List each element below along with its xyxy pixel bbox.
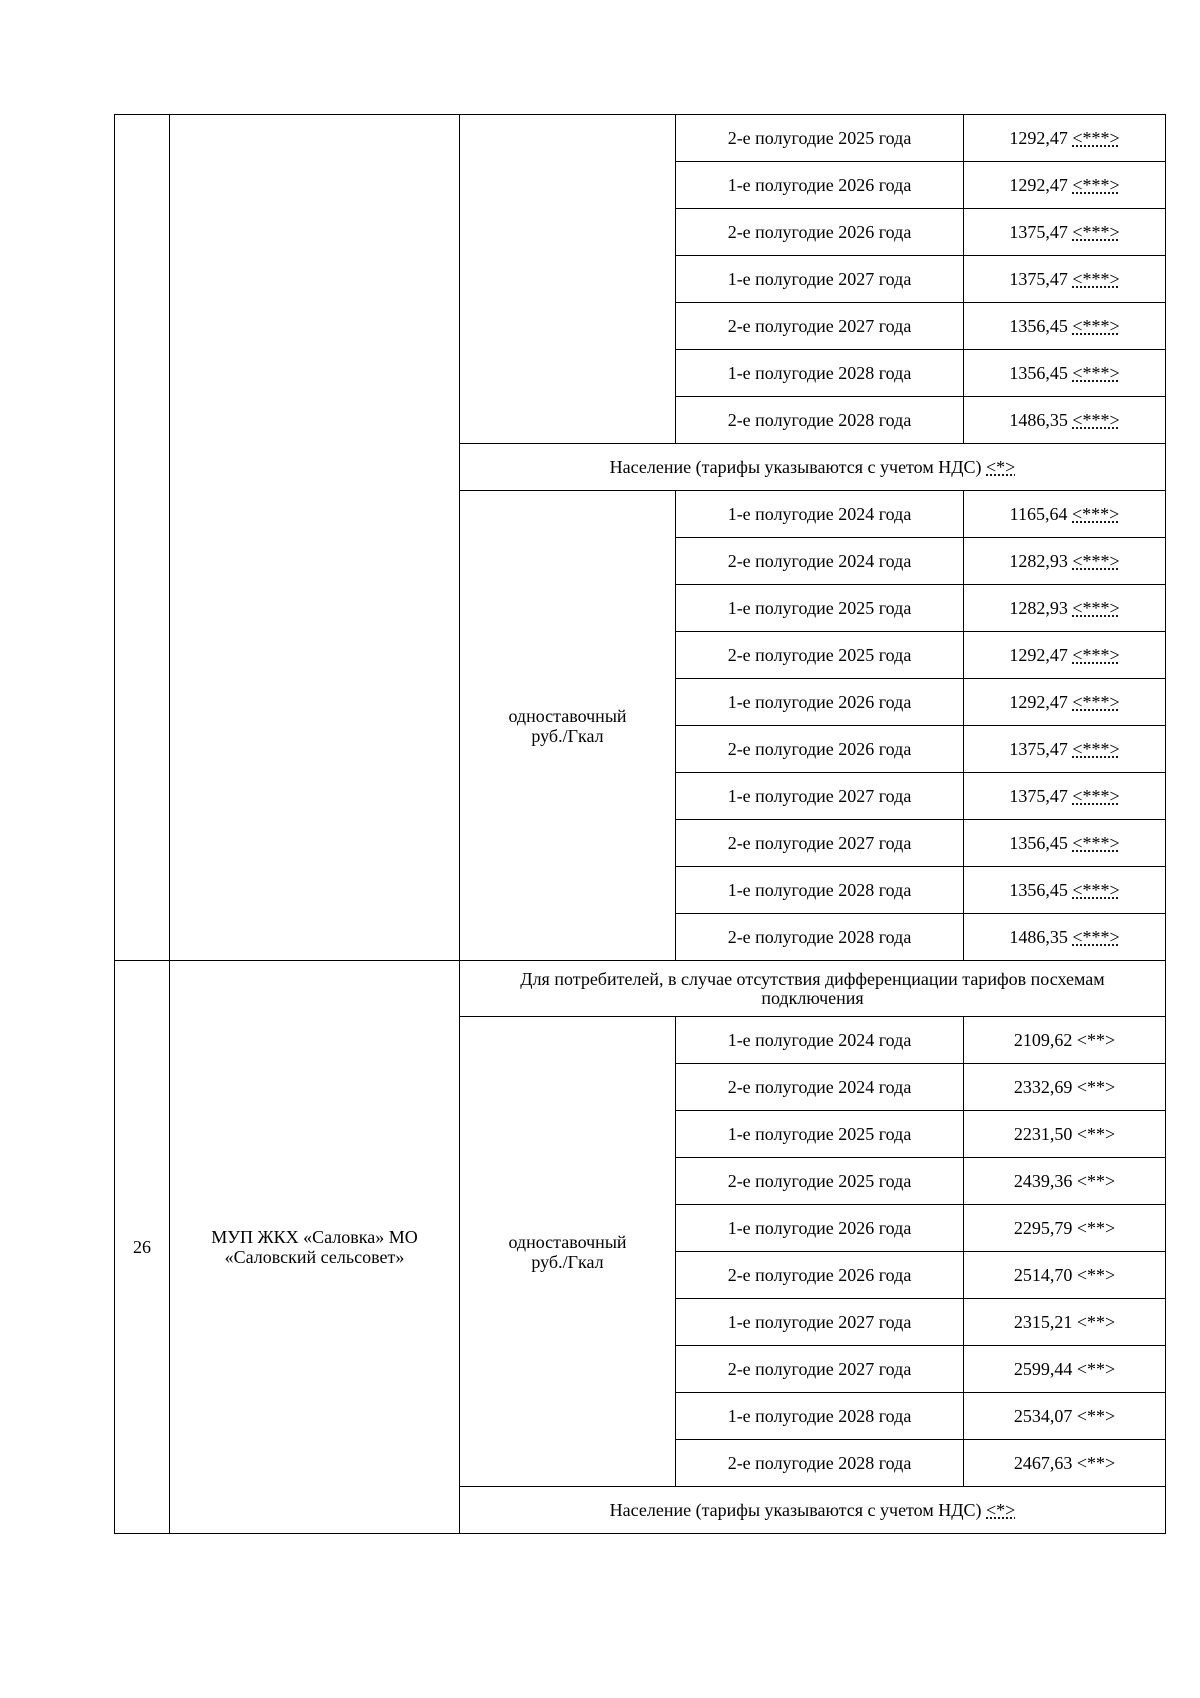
footnote-link[interactable]: <***> bbox=[1072, 316, 1120, 336]
value-cell bbox=[964, 585, 1166, 632]
value-cell bbox=[964, 632, 1166, 679]
period-cell: 1-е полугодие 2025 года bbox=[676, 585, 964, 632]
value-cell bbox=[964, 115, 1166, 162]
value-cell bbox=[964, 914, 1166, 961]
population-header: Население (тарифы указываются с учетом НДС) <*> bbox=[460, 1487, 1166, 1534]
tariff-value: 1282,93 bbox=[1009, 551, 1068, 571]
period-cell: 2-е полугодие 2024 года bbox=[676, 1064, 964, 1111]
tariff-table bbox=[114, 114, 1166, 1534]
period-cell: 1-е полугодие 2026 года bbox=[676, 679, 964, 726]
period-cell: 2-е полугодие 2027 года bbox=[676, 303, 964, 350]
tariff-value: 1292,47 bbox=[1009, 175, 1068, 195]
period-cell: 2-е полугодие 2028 года bbox=[676, 1440, 964, 1487]
tariff-value: 1356,45 bbox=[1009, 316, 1068, 336]
value-cell: 2467,63 <**> bbox=[964, 1440, 1166, 1487]
tariff-value: 1292,47 bbox=[1009, 128, 1068, 148]
period-cell: 2-е полугодие 2027 года bbox=[676, 1346, 964, 1393]
tariff-value: 1292,47 bbox=[1009, 692, 1068, 712]
tariff-value: 1486,35 bbox=[1009, 410, 1068, 430]
value-cell: 2599,44 <**> bbox=[964, 1346, 1166, 1393]
value-cell: 2109,62 <**> bbox=[964, 1017, 1166, 1064]
organization-cell bbox=[170, 115, 460, 961]
organization-name: МУП ЖКХ «Саловка» МО «Саловский сельсовет» bbox=[211, 1227, 418, 1267]
period-cell: 2-е полугодие 2027 года bbox=[676, 820, 964, 867]
period-cell: 1-е полугодие 2028 года bbox=[676, 1393, 964, 1440]
tariff-value: 1356,45 bbox=[1009, 363, 1068, 383]
value-cell: 2231,50 <**> bbox=[964, 1111, 1166, 1158]
consumers-header: Для потребителей, в случае отсутствия дифференциации тарифов посхемам подключения bbox=[460, 961, 1166, 1017]
value-cell: 2514,70 <**> bbox=[964, 1252, 1166, 1299]
footnote-link[interactable]: <***> bbox=[1072, 504, 1120, 524]
period-cell: 2-е полугодие 2026 года bbox=[676, 1252, 964, 1299]
value-cell bbox=[964, 491, 1166, 538]
value-cell bbox=[964, 162, 1166, 209]
period-cell: 2-е полугодие 2025 года bbox=[676, 1158, 964, 1205]
value-cell: 2295,79 <**> bbox=[964, 1205, 1166, 1252]
footnote-link[interactable]: <***> bbox=[1072, 269, 1120, 289]
footnote-link[interactable]: <***> bbox=[1072, 739, 1120, 759]
tariff-value: 1282,93 bbox=[1009, 598, 1068, 618]
footnote-link[interactable]: <***> bbox=[1072, 692, 1120, 712]
population-header: Население (тарифы указываются с учетом НДС) <*> bbox=[460, 444, 1166, 491]
footnote-link[interactable]: <***> bbox=[1072, 222, 1120, 242]
period-cell: 2-е полугодие 2026 года bbox=[676, 209, 964, 256]
value-cell bbox=[964, 209, 1166, 256]
footnote-link[interactable]: <***> bbox=[1072, 410, 1120, 430]
tariff-value: 1375,47 bbox=[1009, 222, 1068, 242]
value-cell: 2439,36 <**> bbox=[964, 1158, 1166, 1205]
value-cell bbox=[964, 303, 1166, 350]
row-number-cell: 26 bbox=[115, 961, 170, 1534]
value-cell: 2332,69 <**> bbox=[964, 1064, 1166, 1111]
value-cell bbox=[964, 538, 1166, 585]
value-cell bbox=[964, 350, 1166, 397]
footnote-link[interactable]: <***> bbox=[1072, 175, 1120, 195]
tariff-value: 1375,47 bbox=[1009, 739, 1068, 759]
tariff-type-cell: одноставочный руб./Гкал bbox=[460, 1017, 676, 1487]
footnote-link[interactable]: <*> bbox=[986, 457, 1016, 477]
section-header-row bbox=[115, 961, 1166, 1017]
period-cell: 2-е полугодие 2024 года bbox=[676, 538, 964, 585]
period-cell: 1-е полугодие 2024 года bbox=[676, 491, 964, 538]
period-cell: 1-е полугодие 2028 года bbox=[676, 867, 964, 914]
organization-cell bbox=[170, 961, 460, 1534]
table-row bbox=[115, 115, 1166, 162]
period-cell: 1-е полугодие 2024 года bbox=[676, 1017, 964, 1064]
period-cell: 1-е полугодие 2028 года bbox=[676, 350, 964, 397]
footnote-link[interactable]: <***> bbox=[1072, 786, 1120, 806]
footnote-link[interactable]: <***> bbox=[1072, 363, 1120, 383]
period-cell: 2-е полугодие 2025 года bbox=[676, 632, 964, 679]
value-cell bbox=[964, 867, 1166, 914]
period-cell: 1-е полугодие 2027 года bbox=[676, 1299, 964, 1346]
period-cell: 1-е полугодие 2027 года bbox=[676, 256, 964, 303]
tariff-type-cell bbox=[460, 115, 676, 444]
period-cell: 1-е полугодие 2027 года bbox=[676, 773, 964, 820]
footnote-link[interactable]: <***> bbox=[1072, 833, 1120, 853]
period-cell: 1-е полугодие 2026 года bbox=[676, 1205, 964, 1252]
footnote-link[interactable]: <***> bbox=[1072, 128, 1120, 148]
footnote-link[interactable]: <***> bbox=[1072, 645, 1120, 665]
tariff-value: 1375,47 bbox=[1009, 269, 1068, 289]
tariff-value: 1375,47 bbox=[1009, 786, 1068, 806]
footnote-link[interactable]: <***> bbox=[1072, 551, 1120, 571]
row-number-cell bbox=[115, 115, 170, 961]
value-cell: 2315,21 <**> bbox=[964, 1299, 1166, 1346]
value-cell bbox=[964, 397, 1166, 444]
tariff-value: 1486,35 bbox=[1009, 927, 1068, 947]
period-cell: 2-е полугодие 2026 года bbox=[676, 726, 964, 773]
tariff-value: 1356,45 bbox=[1009, 833, 1068, 853]
footnote-link[interactable]: <***> bbox=[1072, 880, 1120, 900]
value-cell bbox=[964, 726, 1166, 773]
tariff-value: 1356,45 bbox=[1009, 880, 1068, 900]
value-cell bbox=[964, 256, 1166, 303]
period-cell: 2-е полугодие 2028 года bbox=[676, 914, 964, 961]
period-cell: 1-е полугодие 2025 года bbox=[676, 1111, 964, 1158]
tariff-value: 1292,47 bbox=[1009, 645, 1068, 665]
tariff-type-cell: одноставочный руб./Гкал bbox=[460, 491, 676, 961]
value-cell bbox=[964, 773, 1166, 820]
period-cell: 2-е полугодие 2025 года bbox=[676, 115, 964, 162]
period-cell: 2-е полугодие 2028 года bbox=[676, 397, 964, 444]
tariff-value: 1165,64 bbox=[1009, 504, 1068, 524]
value-cell bbox=[964, 820, 1166, 867]
value-cell: 2534,07 <**> bbox=[964, 1393, 1166, 1440]
value-cell bbox=[964, 679, 1166, 726]
footnote-link[interactable]: <***> bbox=[1072, 927, 1120, 947]
footnote-link[interactable]: <*> bbox=[986, 1500, 1016, 1520]
period-cell: 1-е полугодие 2026 года bbox=[676, 162, 964, 209]
footnote-link[interactable]: <***> bbox=[1072, 598, 1120, 618]
